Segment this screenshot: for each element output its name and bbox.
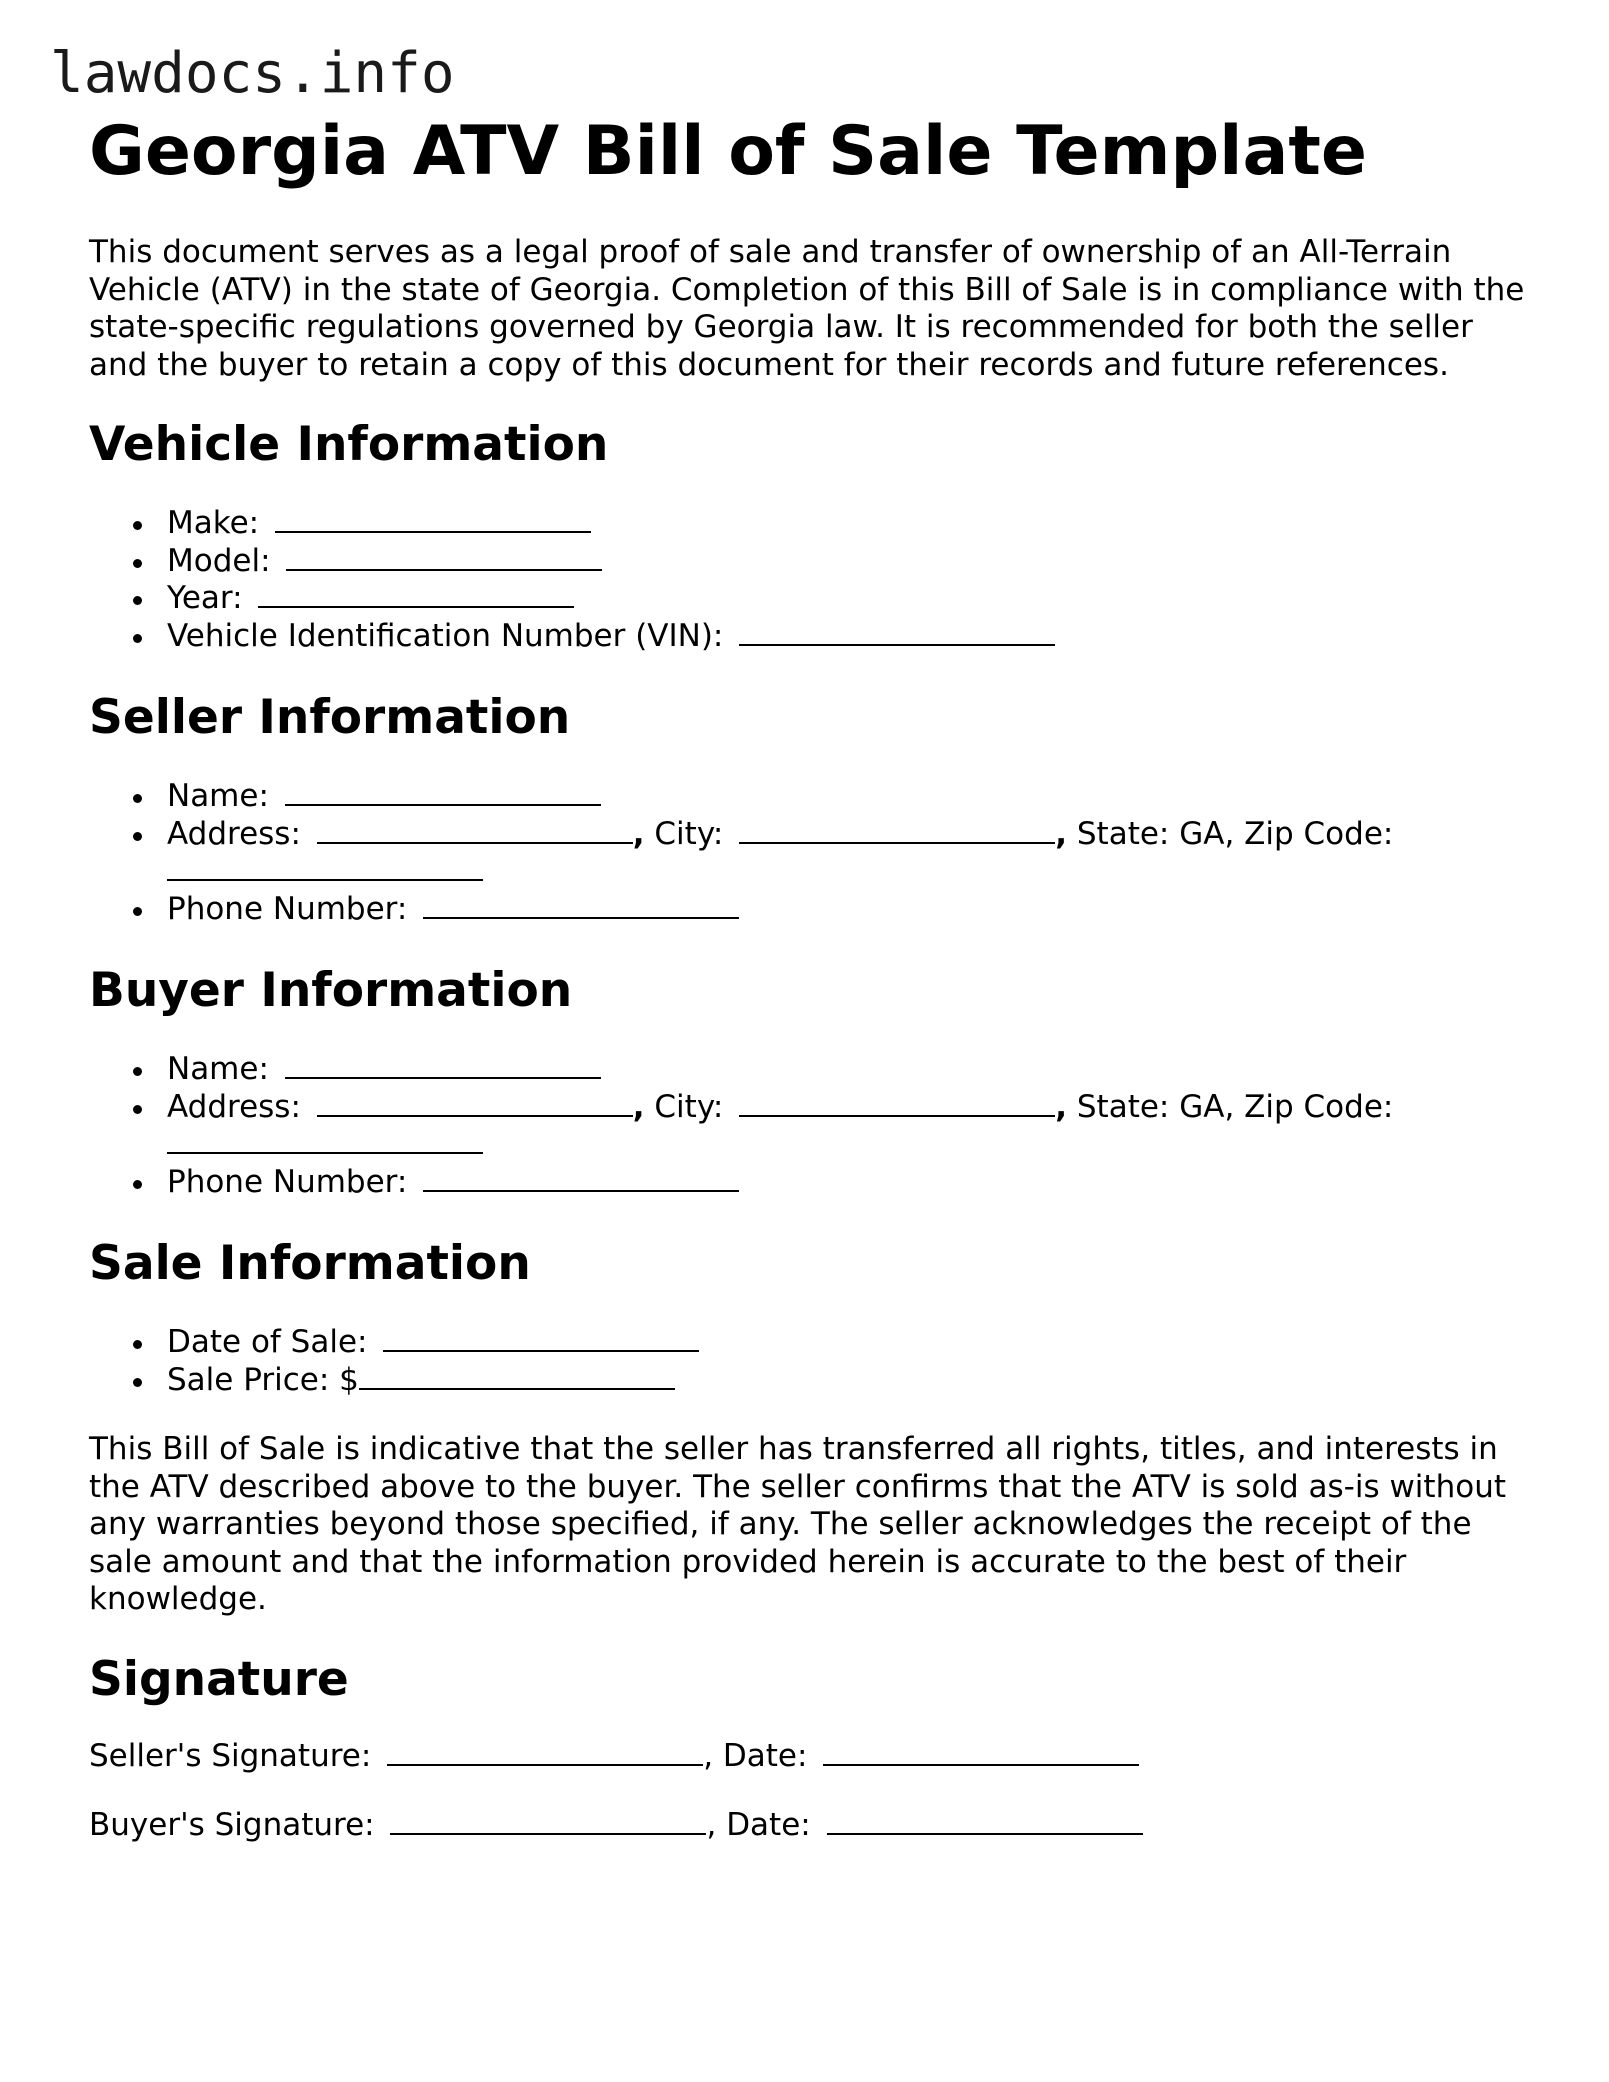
year-label: Year: xyxy=(167,580,243,616)
make-field xyxy=(89,505,1529,543)
seller-signature-date-label: Date: xyxy=(722,1737,808,1774)
seller-city-blank[interactable] xyxy=(739,816,1055,844)
sale-date-field xyxy=(89,1324,1529,1362)
model-field xyxy=(89,543,1529,581)
year-field xyxy=(89,580,1529,618)
page-title: Georgia ATV Bill of Sale Template xyxy=(89,112,1367,191)
seller-address-blank[interactable] xyxy=(317,816,633,844)
seller-address-field xyxy=(89,816,1529,891)
seller-fields-list xyxy=(89,778,1529,928)
seller-phone-blank[interactable] xyxy=(423,891,739,919)
signature-section-heading: Signature xyxy=(89,1651,349,1707)
buyer-address-label: Address: xyxy=(167,1088,301,1125)
year-blank[interactable] xyxy=(258,580,574,608)
buyer-address-field xyxy=(89,1089,1529,1164)
vin-field xyxy=(89,618,1529,656)
buyer-signature-date-label: Date: xyxy=(726,1807,811,1843)
document-body xyxy=(89,112,1529,1845)
buyer-signature-line: Buyer's Signature: , Date: xyxy=(89,1807,1529,1845)
vin-label: Vehicle Identification Number (VIN): xyxy=(167,617,724,654)
buyer-name-blank[interactable] xyxy=(285,1051,601,1079)
comma-separator: , xyxy=(632,1088,645,1125)
sale-price-blank[interactable] xyxy=(359,1362,675,1390)
seller-signature-line: Seller's Signature: , Date: xyxy=(89,1738,1529,1776)
buyer-city-label: City: xyxy=(654,1088,724,1125)
buyer-phone-field xyxy=(89,1164,1529,1202)
buyer-city-blank[interactable] xyxy=(739,1089,1055,1117)
seller-phone-label: Phone Number: xyxy=(167,890,408,927)
site-watermark: lawdocs.info xyxy=(50,41,455,106)
buyer-signature-date-blank[interactable] xyxy=(827,1807,1143,1835)
sale-price-field xyxy=(89,1362,1529,1400)
sale-price-label: Sale Price: $ xyxy=(167,1361,359,1398)
sale-section-heading: Sale Information xyxy=(89,1236,531,1291)
comma-separator: , xyxy=(632,815,645,852)
intro-paragraph: This document serves as a legal proof of sale and transfer of ownership of an All-Terrain Vehicle (ATV) in the state of Georgia. Completion of this Bill of Sale is in compliance with the state-specific regulations governed by Georgia law. It is recommended for both the seller and the buyer to retain a copy of this document for their records and future references. xyxy=(89,234,1525,383)
make-label: Make: xyxy=(167,505,260,541)
buyer-signature-blank[interactable] xyxy=(390,1807,706,1835)
model-blank[interactable] xyxy=(286,543,602,571)
seller-state-zip-label: State: GA, Zip Code: xyxy=(1076,815,1394,852)
sale-date-label: Date of Sale: xyxy=(167,1324,368,1360)
vehicle-section-heading: Vehicle Information xyxy=(89,417,609,472)
comma-separator: , xyxy=(1055,1088,1067,1125)
comma-separator: , xyxy=(1055,815,1067,852)
make-blank[interactable] xyxy=(275,505,591,533)
buyer-phone-blank[interactable] xyxy=(423,1164,739,1192)
buyer-phone-label: Phone Number: xyxy=(167,1163,408,1200)
buyer-zip-blank[interactable] xyxy=(167,1126,483,1154)
seller-signature-label: Seller's Signature: xyxy=(89,1737,372,1774)
sale-date-blank[interactable] xyxy=(383,1324,699,1352)
buyer-section-heading: Buyer Information xyxy=(89,963,573,1018)
seller-name-field xyxy=(89,778,1529,816)
buyer-address-blank[interactable] xyxy=(317,1089,633,1117)
buyer-name-label: Name: xyxy=(167,1051,269,1087)
seller-name-blank[interactable] xyxy=(285,778,601,806)
seller-zip-blank[interactable] xyxy=(167,853,483,881)
sale-fields-list xyxy=(89,1324,1529,1399)
seller-signature-blank[interactable] xyxy=(387,1738,703,1766)
buyer-name-field xyxy=(89,1051,1529,1089)
buyer-signature-label: Buyer's Signature: xyxy=(89,1807,375,1843)
seller-section-heading: Seller Information xyxy=(89,690,571,745)
vin-blank[interactable] xyxy=(739,618,1055,646)
buyer-fields-list xyxy=(89,1051,1529,1201)
seller-address-label: Address: xyxy=(167,815,301,852)
seller-name-label: Name: xyxy=(167,778,269,814)
seller-city-label: City: xyxy=(654,815,724,852)
transfer-statement: This Bill of Sale is indicative that the seller has transferred all rights, titles, and interests in the ATV described above to the buyer. The seller confirms that the ATV is sold as-is without any warranties beyond those specified, if any. The seller acknowledges the receipt of the sale amount and that the information provided herein is accurate to the best of their knowledge. xyxy=(89,1431,1506,1617)
model-label: Model: xyxy=(167,542,271,579)
buyer-state-zip-label: State: GA, Zip Code: xyxy=(1076,1088,1394,1125)
seller-phone-field xyxy=(89,891,1529,929)
vehicle-fields-list xyxy=(89,505,1529,655)
seller-signature-date-blank[interactable] xyxy=(823,1738,1139,1766)
